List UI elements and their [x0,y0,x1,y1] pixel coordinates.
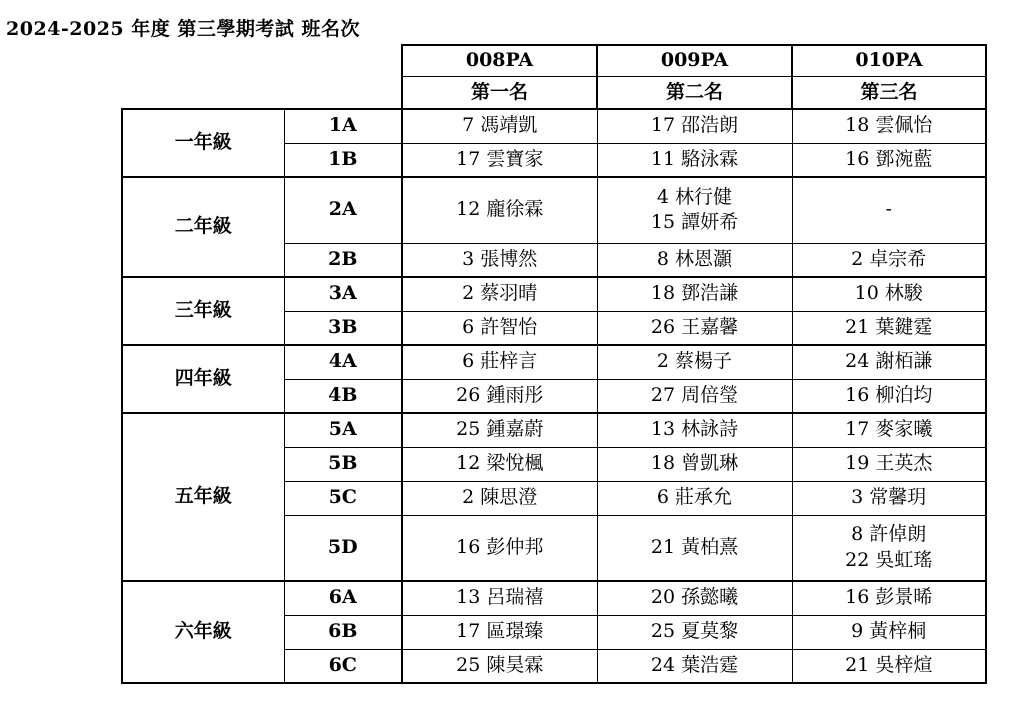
student-entry: 6 莊梓言 [462,350,538,373]
header-row-ranks [122,77,986,110]
rank-label-header: 第三名 [792,77,986,110]
student-cell [597,615,792,649]
ranking-table-body [122,45,986,683]
student-entry: 18 曾凱琳 [650,452,739,475]
header-row-codes [122,45,986,77]
student-entry: 4 林行健 [656,185,733,208]
student-cell [792,379,986,413]
table-row [122,345,986,379]
student-entry: 7 馮靖凱 [462,114,538,137]
student-entry: 17 麥家曦 [845,418,933,441]
student-entry: 15 譚妍希 [650,211,739,234]
student-cell [402,649,597,683]
student-entry: 16 柳泊均 [845,383,933,406]
student-entry: 18 鄧浩謙 [650,282,739,305]
class-label: 6B [284,615,402,649]
student-cell [792,277,986,311]
student-cell [402,243,597,277]
student-cell [597,413,792,447]
student-entry: 12 梁悅楓 [456,452,544,475]
student-entry: 21 吳梓煊 [845,653,933,676]
student-cell [792,243,986,277]
student-entry: 24 謝栢謙 [845,350,933,373]
grade-label: 六年級 [122,581,284,683]
class-label: 3B [284,311,402,345]
student-cell [792,177,986,243]
student-cell [597,481,792,515]
class-label: 5A [284,413,402,447]
student-cell [597,143,792,177]
student-cell [792,143,986,177]
student-entry: 16 彭仲邦 [456,535,544,558]
table-row [122,413,986,447]
student-entry: 6 許智怡 [462,315,538,338]
student-entry: 2 卓宗希 [851,247,927,270]
student-cell [402,345,597,379]
student-cell [402,277,597,311]
grade-label: 二年級 [122,177,284,277]
student-entry: 6 莊承允 [656,486,733,509]
student-entry: 25 鍾嘉蔚 [456,418,544,441]
student-entry: 10 林駿 [854,282,923,305]
student-entry: 21 黃柏熹 [650,535,739,558]
grade-label: 五年級 [122,413,284,581]
table-row [122,277,986,311]
student-cell [402,311,597,345]
student-cell [597,649,792,683]
student-cell [792,345,986,379]
header-blank [122,45,402,77]
student-entry: 8 林恩灝 [656,247,733,270]
class-label: 6C [284,649,402,683]
student-entry: 13 呂瑞禧 [456,586,544,609]
student-entry: 17 邵浩朗 [650,114,739,137]
class-label: 6A [284,581,402,615]
student-cell [402,447,597,481]
class-label: 2B [284,243,402,277]
class-label: 3A [284,277,402,311]
class-ranking-table [121,44,987,684]
student-cell [402,481,597,515]
table-row [122,177,986,243]
student-cell [597,277,792,311]
column-code-header: 008PA [402,45,597,77]
student-cell [792,413,986,447]
student-entry: 25 夏莫黎 [650,620,739,643]
student-entry: 27 周倍瑩 [650,383,739,406]
student-cell [792,311,986,345]
class-label: 5C [284,481,402,515]
student-entry: 17 雲寶家 [456,147,544,170]
student-entry: 20 孫懿曦 [650,586,739,609]
student-entry: 11 駱泳霖 [650,147,739,170]
student-cell [402,581,597,615]
student-entry: - [885,198,892,221]
student-entry: 21 葉鍵霆 [845,315,933,338]
student-cell [402,143,597,177]
student-entry: 3 常馨玥 [851,486,927,509]
student-cell [402,109,597,143]
column-code-header: 009PA [597,45,792,77]
student-entry: 22 吳虹瑤 [845,548,933,571]
student-entry: 2 蔡楊子 [656,350,733,373]
student-entry: 16 鄧涴藍 [845,147,933,170]
grade-label: 四年級 [122,345,284,413]
student-entry: 19 王英杰 [845,452,933,475]
rank-label-header: 第一名 [402,77,597,110]
student-cell [597,311,792,345]
table-row [122,581,986,615]
class-label: 5B [284,447,402,481]
student-entry: 24 葉浩霆 [650,653,739,676]
class-label: 1B [284,143,402,177]
student-cell [402,413,597,447]
student-cell [597,243,792,277]
page-title: 2024-2025 年度 第三學期考試 班名次 [6,18,360,40]
table-row [122,109,986,143]
student-entry: 18 雲佩怡 [845,114,933,137]
student-cell [792,481,986,515]
student-entry: 2 蔡羽晴 [462,282,538,305]
student-cell [402,615,597,649]
class-label: 4B [284,379,402,413]
student-entry: 13 林詠詩 [650,418,739,441]
student-cell [597,581,792,615]
student-entry: 12 龐徐霖 [456,198,544,221]
student-cell [597,345,792,379]
grade-label: 一年級 [122,109,284,177]
student-entry: 16 彭景晞 [845,586,933,609]
grade-label: 三年級 [122,277,284,345]
student-entry: 17 區璟臻 [456,620,544,643]
student-cell [597,515,792,581]
student-cell [597,177,792,243]
class-label: 5D [284,515,402,581]
student-cell [792,649,986,683]
student-cell [792,515,986,581]
header-blank [122,77,402,110]
student-cell [792,615,986,649]
student-entry: 3 張博然 [462,247,538,270]
student-entry: 25 陳昊霖 [456,653,544,676]
class-label: 2A [284,177,402,243]
student-entry: 9 黃梓桐 [851,620,927,643]
student-cell [597,379,792,413]
student-entry: 8 許倬朗 [851,523,927,546]
class-label: 1A [284,109,402,143]
student-entry: 26 王嘉馨 [650,315,739,338]
student-cell [792,447,986,481]
student-cell [402,515,597,581]
student-cell [597,447,792,481]
student-cell [792,109,986,143]
class-label: 4A [284,345,402,379]
column-code-header: 010PA [792,45,986,77]
student-entry: 2 陳思澄 [462,486,538,509]
student-entry: 26 鍾雨彤 [456,383,544,406]
student-cell [402,177,597,243]
student-cell [597,109,792,143]
rank-label-header: 第二名 [597,77,792,110]
student-cell [402,379,597,413]
student-cell [792,581,986,615]
